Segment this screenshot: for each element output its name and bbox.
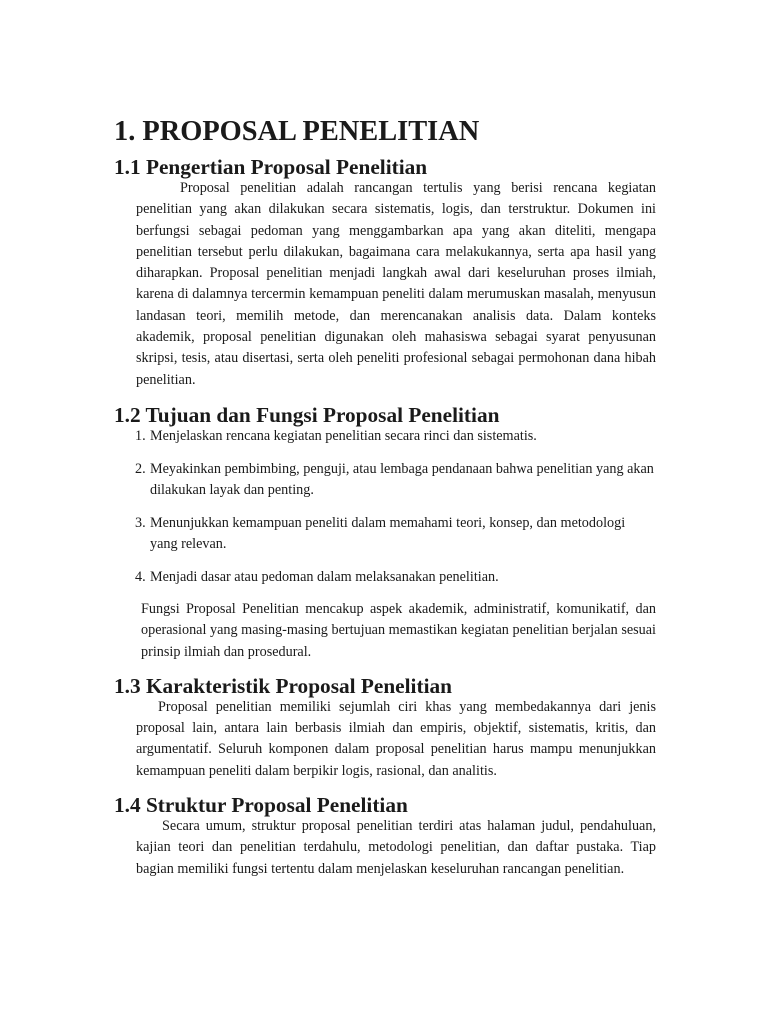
- section-heading-1-4: 1.4 Struktur Proposal Penelitian: [114, 793, 408, 818]
- list-item: [135, 513, 656, 555]
- list-item-number: 2.: [135, 460, 146, 477]
- list-item: [135, 567, 656, 588]
- section-heading-1-3: 1.3 Karakteristik Proposal Penelitian: [114, 673, 452, 698]
- list-item-text: Menunjukkan kemampuan peneliti dalam memahami teori, konsep, dan metodologi yang relevan.: [150, 514, 626, 552]
- section-paragraph-1-3: Proposal penelitian memiliki sejumlah ciri khas yang membedakannya dari jenis proposal lain, antara lain berbasis ilmiah dan empiris, objektif, sistematis, kritis, dan argumentatif. Seluruh komponen dalam proposal penelitian harus mampu menunjukkan kemampuan peneliti dalam berpikir logis, rasional, dan analitis.: [136, 698, 656, 779]
- document-page: [114, 116, 656, 880]
- list-item: [135, 459, 656, 501]
- section-heading-1-2: 1.2 Tujuan dan Fungsi Proposal Penelitian: [114, 402, 500, 427]
- section-paragraph-1-2: Fungsi Proposal Penelitian mencakup aspek akademik, administratif, komunikatif, dan operasional yang masing-masing bertujuan memastikan kegiatan penelitian berjalan sesuai prinsip ilmiah dan prosedural.: [141, 600, 656, 660]
- list-item-text: Menjelaskan rencana kegiatan penelitian secara rinci dan sistematis.: [150, 427, 537, 444]
- section-heading-1-1: 1.1 Pengertian Proposal Penelitian: [114, 155, 428, 179]
- section-paragraph-1-1: Proposal penelitian adalah rancangan tertulis yang berisi rencana kegiatan penelitian yang akan dilakukan secara sistematis, logis, dan terstruktur. Dokumen ini berfungsi sebagai pedoman yang menggambarkan apa yang akan diteliti, mengapa penelitian tersebut perlu dilakukan, bagaimana cara melakukannya, serta apa hasil yang diharapkan. Proposal penelitian menjadi langkah awal dari keseluruhan proses ilmiah, karena di dalamnya tercermin kemampuan peneliti dalam merumuskan masalah, menyusun landasan teori, memilih metode, dan merencanakan analisis data. Dalam konteks akademik, proposal penelitian digunakan oleh mahasiswa sebagai syarat penyusunan skripsi, tesis, atau disertasi, serta oleh peneliti profesional sebagai permohonan dana hibah penelitian.: [136, 180, 656, 388]
- list-item-text: Meyakinkan pembimbing, penguji, atau lembaga pendanaan bahwa penelitian yang akan dilakukan layak dan penting.: [150, 460, 654, 498]
- list-item-text: Menjadi dasar atau pedoman dalam melaksanakan penelitian.: [150, 568, 499, 585]
- section-paragraph-1-4: Secara umum, struktur proposal penelitian terdiri atas halaman judul, pendahuluan, kajian teori dan penelitian terdahulu, metodologi penelitian, dan daftar pustaka. Tiap bagian memiliki fungsi tertentu dalam menjelaskan keseluruhan rancangan penelitian.: [136, 818, 656, 877]
- document-title: 1. PROPOSAL PENELITIAN: [114, 116, 480, 147]
- list-item-number: 4.: [135, 568, 146, 585]
- list-item: [135, 426, 656, 447]
- list-item-number: 1.: [135, 427, 146, 444]
- list-item-number: 3.: [135, 514, 146, 531]
- objectives-list: [114, 426, 656, 588]
